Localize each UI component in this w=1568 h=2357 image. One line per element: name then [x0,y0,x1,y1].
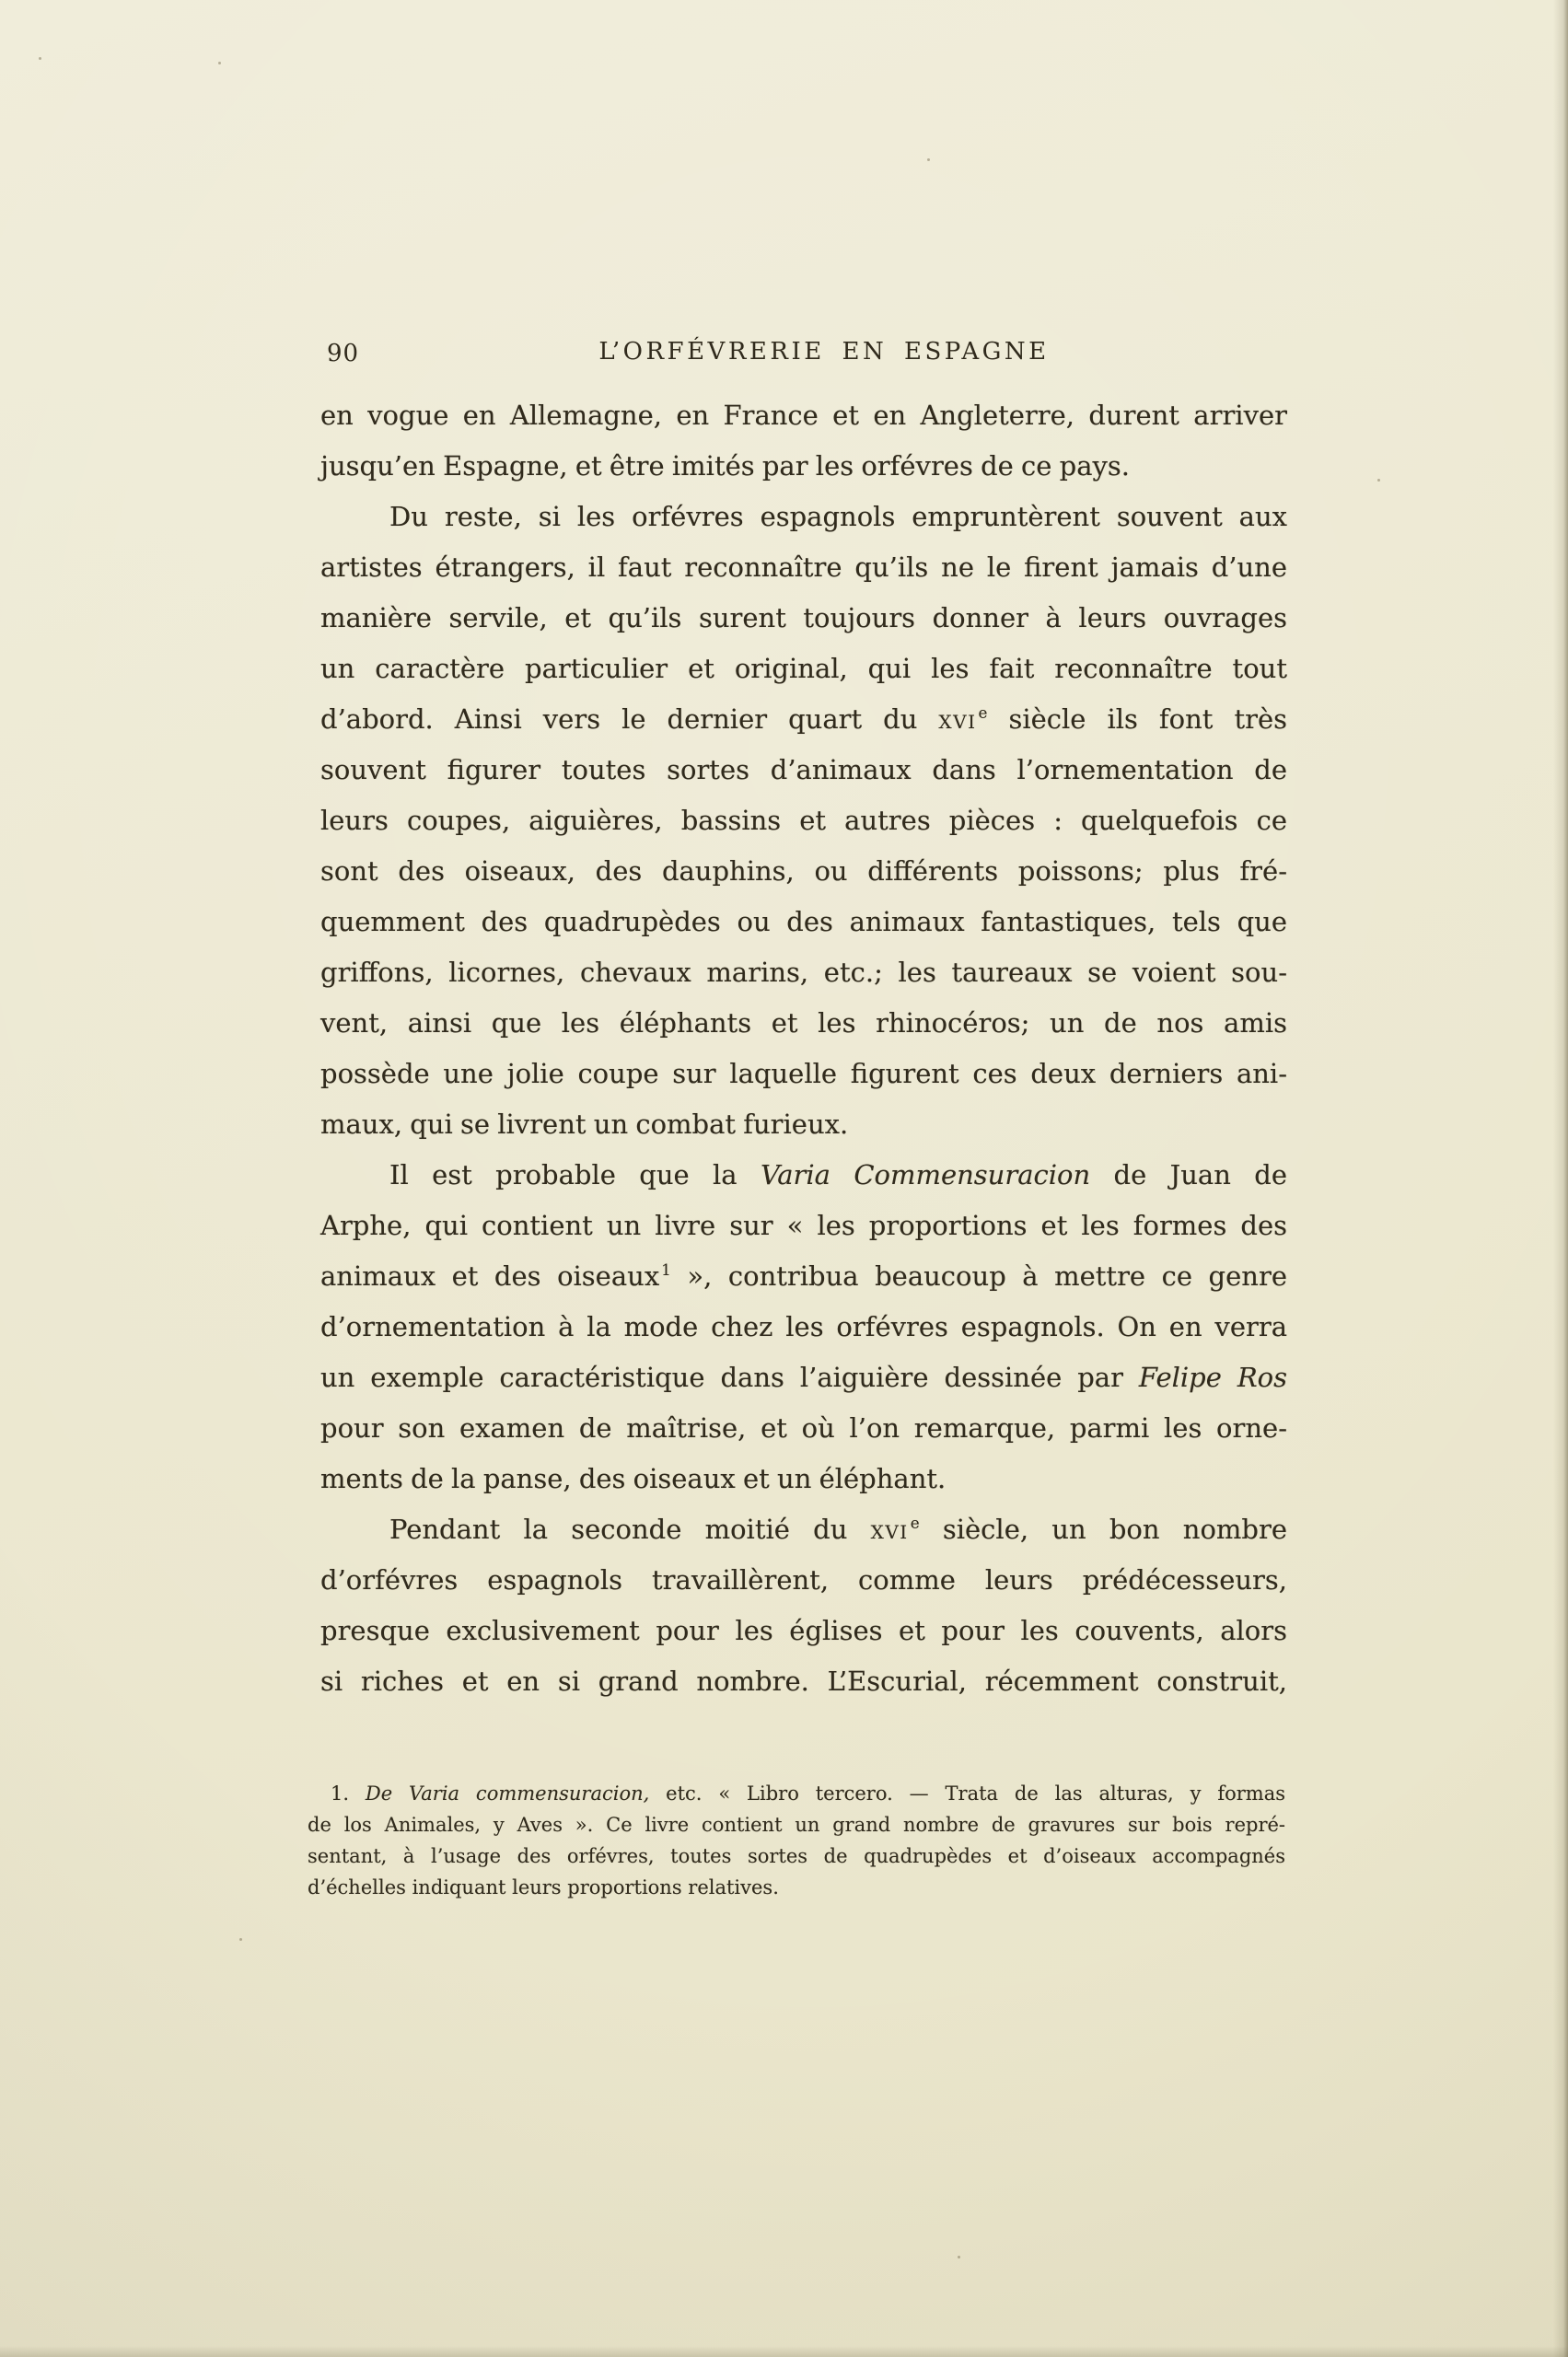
text-segment: ments de la panse, des oiseaux et un éléphant. [320,1463,947,1494]
text-segment: artistes étrangers, il faut reconnaître qu’ils ne le firent jamais d’une [320,552,1287,583]
text-segment: e [910,1514,920,1533]
text-segment: possède une jolie coupe sur laquelle figurent ces deux derniers ani- [320,1058,1287,1089]
text-segment: pour son examen de maîtrise, et où l’on remarque, parmi les orne- [320,1412,1287,1444]
text-segment: siècle ils font très [987,703,1288,735]
text-line [320,1504,1287,1555]
text-line [320,694,1287,745]
text-line [308,1809,1285,1840]
paper-speck [218,62,221,64]
paper-speck [958,2256,960,2258]
text-segment: xvi [870,1514,909,1545]
text-line [320,542,1287,593]
text-segment: Felipe Ros [1138,1362,1288,1393]
text-line [320,1251,1287,1302]
paper-speck [927,158,930,161]
text-segment: d’orfévres espagnols travaillèrent, comme leurs prédécesseurs, [320,1564,1287,1596]
page-number: 90 [327,340,360,367]
text-segment: Varia Commensuracion [760,1159,1091,1190]
text-segment: si riches et en si grand nombre. L’Escurial, récemment construit, [320,1666,1287,1697]
text-segment: d’échelles indiquant leurs proportions relatives. [308,1876,779,1898]
text-line [320,998,1287,1049]
text-segment: d’abord. Ainsi vers le dernier quart du [320,703,939,735]
text-segment: de los Animales, y Aves ». Ce livre contient un grand nombre de gravures sur bois repré- [308,1814,1285,1836]
text-segment: griffons, licornes, chevaux marins, etc.; les taureaux se voient sou- [320,957,1287,988]
text-segment: souvent figurer toutes sortes d’animaux dans l’ornementation de [320,754,1287,785]
text-segment: Il est probable que la [389,1159,761,1190]
text-segment: Arphe, qui contient un livre sur « les proportions et les formes des [320,1210,1287,1241]
text-segment: presque exclusivement pour les églises et pour les couvents, alors [320,1615,1287,1646]
text-line [320,947,1287,998]
text-segment: maux, qui se livrent un combat furieux. [320,1109,849,1140]
text-line [308,1872,1285,1903]
text-line [308,1840,1285,1872]
text-line [320,1201,1287,1251]
text-segment: 1 [661,1260,671,1280]
text-line [320,1150,1287,1201]
text-line [320,1049,1287,1099]
text-segment: manière servile, et qu’ils surent toujours donner à leurs ouvrages [320,602,1287,633]
footnote [308,1778,1285,1903]
text-segment: Du reste, si les orfévres espagnols empruntèrent souvent aux [389,501,1287,532]
text-line [320,795,1287,846]
text-segment: vent, ainsi que les éléphants et les rhinocéros; un de nos amis [320,1007,1287,1039]
text-segment: d’ornementation à la mode chez les orfévres espagnols. On en verra [320,1311,1287,1342]
text-line [320,1555,1287,1606]
text-line [320,390,1287,441]
text-segment: leurs coupes, aiguières, bassins et autres pièces : quelquefois ce [320,805,1287,836]
text-segment: un exemple caractéristique dans l’aiguière dessinée par [320,1362,1139,1393]
text-segment: jusqu’en Espagne, et être imités par les orfévres de ce pays. [320,450,1130,482]
text-line [320,846,1287,897]
text-line [320,593,1287,644]
text-line [320,492,1287,542]
text-segment: e [978,703,988,723]
text-line [320,441,1287,492]
text-line [308,1778,1285,1809]
text-line [320,1302,1287,1353]
text-segment: siècle, un bon nombre [919,1514,1287,1545]
text-line [320,1403,1287,1454]
text-segment: de Juan de [1090,1159,1287,1190]
text-line [320,1656,1287,1707]
text-line [320,745,1287,795]
paper-speck [1377,479,1380,482]
text-segment: etc. « Libro tercero. — Trata de las alturas, y formas [649,1782,1285,1805]
text-segment: xvi [938,703,977,735]
text-segment: animaux et des oiseaux [320,1260,660,1292]
text-segment: en vogue en Allemagne, en France et en Angleterre, durent arriver [320,400,1287,431]
text-segment: un caractère particulier et original, qui les fait reconnaître tout [320,653,1287,684]
text-segment: quemment des quadrupèdes ou des animaux fantastiques, tels que [320,906,1287,937]
text-segment: 1. [331,1782,366,1805]
text-segment: sentant, à l’usage des orfévres, toutes sortes de quadrupèdes et d’oiseaux accompagnés [308,1845,1285,1867]
text-segment: », contribua beaucoup à mettre ce genre [670,1260,1287,1292]
text-segment: Pendant la seconde moitié du [389,1514,871,1545]
text-segment: De Varia commensuracion, [365,1782,650,1805]
text-line [320,1606,1287,1656]
text-segment: sont des oiseaux, des dauphins, ou différents poissons; plus fré- [320,855,1287,887]
running-title: L’ORFÉVRERIE EN ESPAGNE [598,338,1050,366]
text-line [320,1099,1287,1150]
paper-speck [239,1938,242,1941]
paper-speck [39,57,41,60]
text-line [320,644,1287,694]
text-line [320,1353,1287,1403]
body-text [320,390,1287,1707]
text-line [320,897,1287,947]
text-line [320,1454,1287,1504]
